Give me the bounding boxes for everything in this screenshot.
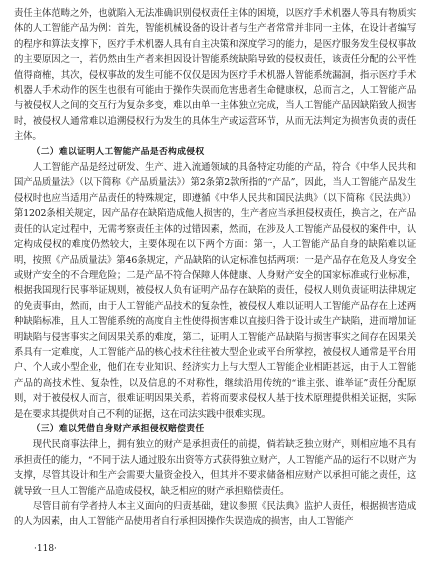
section-heading: （二）难以证明人工智能产品是否构成侵权 — [31, 146, 205, 157]
section-heading: （三）难以凭借自身财产承担侵权赔偿责任 — [31, 423, 205, 434]
body-paragraph: 尽管目前有学者持人本主义面向的归责基础，建议参照《民法典》监护人责任，根据损害造成的人为因素，由人工智能产品使用者自行承担因操作失误造成的损害，由人工智能产 — [14, 501, 416, 528]
document-page — [14, 6, 416, 530]
body-paragraph: 人工智能产品是经过研发、生产、进入流通领域的具备特定功能的产品，符合《中华人民共和国产品质量法》（以下简称《产品质量法》）第2条第2款所指的“产品”，因此，当人工智能产品发生侵权时也应当适用产品责任的特殊规定，即遵循《中华人民共和国民法典》（以下简称《民法典》）第1202条相关规定，因产品存在缺陷造成他人损害的，生产者应当承担侵权责任，换言之，在产品责任的认定过程中，无需考察责任主体的过错因素，然而，在涉及人工智能产品侵权的案件中，认定构成侵权的难度仍然较大，主要体现在以下两个方面：第一，人工智能产品自身的缺陷难以证明，按照《产品质量法》第46条规定，产品缺陷的认定标准包括两项：一是产品存在危及人身安全或财产安全的不合理危险；二是产品不符合保障人体健康、人身财产安全的国家标准或行业标准，根据我国现行民事举证规则，被侵权人负有证明产品存在缺陷的责任，侵权人则负责证明法律规定的免责事由，然而，由于人工智能产品技术的复杂性，被侵权人难以证明人工智能产品存在上述两种缺陷标准，且人工智能系统的高度自主性使得损害难以直接归咎于设计或生产缺陷，进而增加证明缺陷与侵害事实之间因果关系的难度，第二，证明人工智能产品缺陷与损害事实之间存在因果关系具有一定难度，人工智能产品的核心技术往往被大型企业或平台所掌控，被侵权人通常是平台用户、个人或小型企业，他们在专业知识、经济实力上与大型人工智能企业相距甚远，由于人工智能产品的高技术性、复杂性，以及信息的不对称性，继续沿用传统的“谁主张、谁举证”责任分配原则，对于被侵权人而言，很难证明因果关系，若将而要求侵权人基于技术原理提供相关证据，实际是在要求其提供对自己不利的证据，这在司法实践中很难实现。 — [14, 162, 416, 420]
body-paragraph: 现代民商事法律上，拥有独立的财产是承担责任的前提，倘若缺乏独立财产，则相应地不具有承担责任的能力，“不同于法人通过股东出资等方式获得独立财产，人工智能产品的运行不以财产为支撑，尽管其设计和生产会需要大量资金投入，但其并不要求储备相应财产以承担可能之责任，这就导致一旦人工智能产品造成侵权，缺乏相应的财产承担赔偿责任。 — [14, 439, 416, 497]
body-paragraph: 责任主体范畴之外，也就陷入无法准确识别侵权责任主体的困境，以医疗手术机器人等具有物质实体的人工智能产品为例：首先，智能机械设备的设计者与生产者常常并非同一主体，在设计者编写的程序和算法支撑下，医疗手术机器人具有自主决策和深度学习的能力，是医疗服务发生侵权事故的主要原因之一，若仍然由生产者来担因设计智能系统缺陷导致的侵权责任，该责任分配的公平性值得商榷，其次，侵权事故的发生可能不仅仅是因为医疗手术机器人智能系统漏洞，指示医疗手术机器人手术动作的医生也很有可能由于操作失误而危害患者生命健康权，总而言之，人工智能产品与被侵权人之间的交互行为复杂多变，难以由单一主体独立完成，当人工智能产品因缺陷致人损害时，被侵权人通常难以追溯侵权行为发生的具体生产或运营环节，从而无法判定为损害负责的责任主体。 — [14, 8, 416, 143]
page-number: ·118· — [34, 544, 57, 554]
